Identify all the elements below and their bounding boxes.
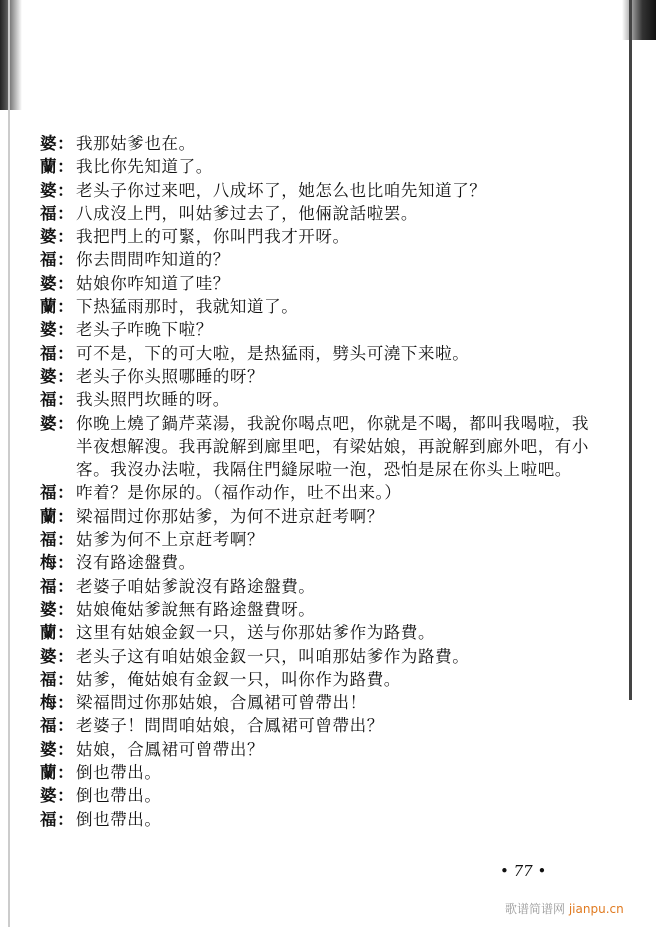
speaker-name: 婆： [40,134,75,153]
dialogue-line [40,761,600,784]
line-text: 我把門上的可緊，你叫門我才开呀。 [76,227,350,247]
dialogue-line [40,738,600,761]
line-text: 老头子咋晚下啦？ [76,320,213,340]
scan-right-edge [622,0,656,40]
watermark-url: jianpu.cn [568,902,624,916]
dialogue-line [40,645,600,668]
speaker-name: 梅： [40,553,75,573]
page-number: • 77 • [500,862,547,880]
watermark-site: 歌谱简谱网 [505,902,566,916]
dialogue-line [40,412,600,482]
dialogue-line [40,808,600,831]
dialogue-line [40,318,600,341]
line-text: 我那姑爹也在。 [76,134,196,153]
dialogue-line [40,551,600,574]
line-text: 梁福問过你那姑娘，合鳳裙可曾帶出！ [76,693,367,713]
dialogue-line [40,621,600,644]
dialogue-line [40,155,600,178]
dialogue-line [40,784,600,807]
scan-edge-line [8,0,10,927]
dialogue-line [40,248,600,271]
speaker-name: 婆： [40,646,75,666]
line-text: 下热猛雨那时，我就知道了。 [76,297,299,317]
speaker-name: 婆： [40,599,75,619]
speaker-name: 福： [40,483,75,503]
speaker-name: 婆： [40,366,75,386]
line-text: 姑娘俺姑爹說無有路途盤費呀。 [76,599,316,619]
line-text: 我比你先知道了。 [76,157,213,177]
watermark [505,900,624,917]
line-text: 老头子你头照哪睡的呀？ [76,366,265,386]
line-text: 沒有路途盤費。 [76,553,196,573]
line-text: 八成沒上門，叫姑爹过去了，他倆說話啦罢。 [76,203,418,223]
dialogue-line [40,575,600,598]
speaker-name: 蘭： [40,297,75,317]
dialogue-line [40,202,600,225]
speaker-name: 福： [40,343,75,363]
dialogue-line [40,272,600,295]
dialogue-line [40,528,600,551]
dialogue-line [40,388,600,411]
line-text: 我头照門坎睡的呀。 [76,390,230,410]
speaker-name: 蘭： [40,763,75,783]
line-text: 梁福問过你那姑爹，为何不进京赶考啊？ [76,506,384,526]
dialogue-line [40,179,600,202]
speaker-name: 梅： [40,693,75,713]
dialogue-line [40,598,600,621]
line-text: 你去問問咋知道的？ [76,250,230,270]
line-text: 老头子这有咱姑娘金釵一只，叫咱那姑爹作为路費。 [76,646,470,666]
speaker-name: 婆： [40,786,75,806]
dialogue-line [40,132,600,155]
dialogue-line [40,295,600,318]
line-text: 姑爹，俺姑娘有金釵一只，叫你作为路費。 [76,669,401,689]
speaker-name: 婆： [40,739,75,759]
line-text: 姑娘，合鳳裙可曾帶出？ [76,739,265,759]
speaker-name: 蘭： [40,623,75,643]
line-text: 老婆子咱姑爹說沒有路途盤費。 [76,576,316,596]
speaker-name: 福： [40,530,75,550]
speaker-name: 蘭： [40,506,75,526]
speaker-name: 婆： [40,413,75,433]
dialogue-line [40,481,600,504]
speaker-name: 蘭： [40,157,75,177]
scan-right-edge-line [629,0,632,700]
line-text: 姑娘你咋知道了哇？ [76,273,230,293]
speaker-name: 福： [40,203,75,223]
speaker-name: 福： [40,669,75,689]
line-text: 倒也帶出。 [76,809,162,829]
speaker-name: 福： [40,390,75,410]
dialogue-line [40,714,600,737]
speaker-name: 福： [40,809,75,829]
speaker-name: 婆： [40,273,75,293]
line-text: 姑爹为何不上京赶考啊？ [76,530,265,550]
dialogue-line [40,342,600,365]
dialogue-line [40,668,600,691]
line-text: 倒也帶出。 [76,763,162,783]
speaker-name: 婆： [40,320,75,340]
dialogue-line [40,505,600,528]
dialogue-line [40,691,600,714]
line-text: 老婆子！問問咱姑娘，合鳳裙可曾帶出？ [76,716,384,736]
dialogue-text [40,132,600,831]
speaker-name: 婆： [40,227,75,247]
line-text: 倒也帶出。 [76,786,162,806]
line-text: 老头子你过来吧，八成坏了，她怎么也比咱先知道了？ [76,180,487,200]
line-text: 你晚上燒了鍋芹菜湯，我說你喝点吧，你就是不喝，都叫我喝啦，我半夜想解溲。我再說解到廊里吧，有梁姑娘，再說解到廊外吧，有小客。我沒办法啦，我隔住門縫尿啦一泡，恐怕是尿在你头上啦吧。 [76,413,589,480]
line-text: 咋着？是你尿的。（福作动作，吐不出来。） [76,483,402,503]
speaker-name: 婆： [40,180,75,200]
speaker-name: 福： [40,576,75,596]
scan-binding-shadow [0,0,22,110]
line-text: 这里有姑娘金釵一只，送与你那姑爹作为路費。 [76,623,436,643]
dialogue-line [40,365,600,388]
speaker-name: 福： [40,716,75,736]
dialogue-line [40,225,600,248]
line-text: 可不是，下的可大啦，是热猛雨，劈头可澆下来啦。 [76,343,470,363]
speaker-name: 福： [40,250,75,270]
